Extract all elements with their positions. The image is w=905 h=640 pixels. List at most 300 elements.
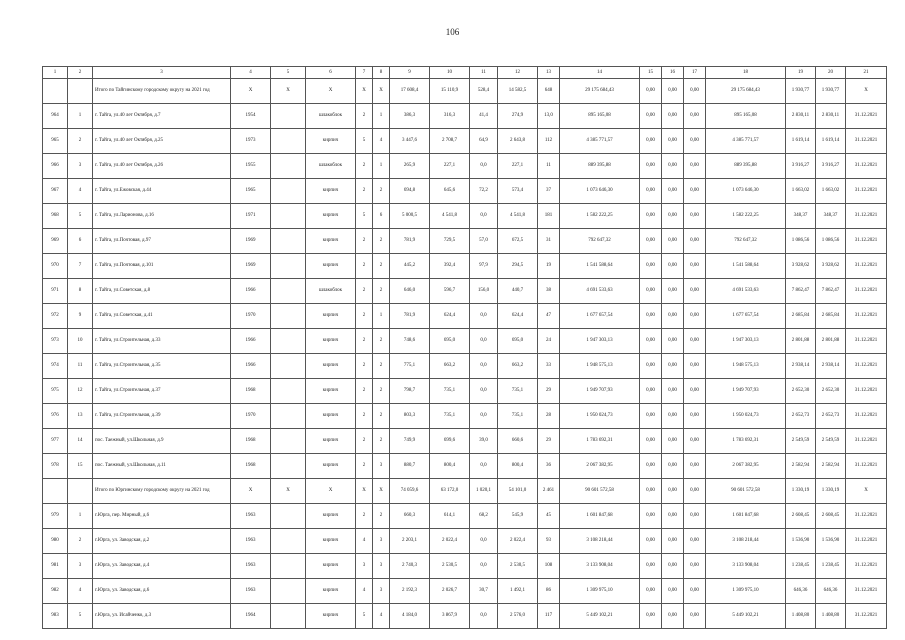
address-cell: г. Тайга, ул.Ларионова, д.16 xyxy=(93,204,231,229)
table-row xyxy=(43,429,887,454)
table-cell: 348,37 xyxy=(786,204,816,229)
table-cell: 0,00 xyxy=(684,179,706,204)
table-row xyxy=(43,504,887,529)
table-cell: 2 685,84 xyxy=(816,304,846,329)
column-number-cell: 17 xyxy=(684,67,706,79)
address-cell: г. Тайга, ул.Советская, д.8 xyxy=(93,279,231,304)
table-cell: 0,0 xyxy=(470,379,498,404)
table-cell: 0,00 xyxy=(640,504,662,529)
table-cell: X xyxy=(271,79,306,104)
table-cell: 5 449 102,21 xyxy=(706,604,786,629)
table-row xyxy=(43,229,887,254)
table-cell: 4 xyxy=(356,579,373,604)
address-cell: Итого по Юргинскому городскому округу на 2021 год xyxy=(93,479,231,504)
table-cell: 979 xyxy=(43,504,68,529)
table-cell: 1 582 222,25 xyxy=(560,204,640,229)
table-cell: 11 xyxy=(68,354,93,379)
table-cell: 2 xyxy=(356,229,373,254)
table-cell: 227,1 xyxy=(430,154,470,179)
table-row xyxy=(43,104,887,129)
table-cell: 36 xyxy=(538,454,560,479)
table-cell: 13 xyxy=(68,404,93,429)
table-row xyxy=(43,454,887,479)
table-cell: 17 608,4 xyxy=(390,79,430,104)
table-cell: 972 xyxy=(43,304,68,329)
table-cell: 2 530,5 xyxy=(430,554,470,579)
table-cell: 967 xyxy=(43,179,68,204)
table-cell: 1 663,02 xyxy=(816,179,846,204)
table-cell: 0,00 xyxy=(684,329,706,354)
table-cell: 895 165,08 xyxy=(706,104,786,129)
table-cell: 1968 xyxy=(231,429,271,454)
table-cell: 981 xyxy=(43,554,68,579)
housing-register-table xyxy=(42,66,887,629)
table-cell: 0,00 xyxy=(684,204,706,229)
table-cell: 4 541,8 xyxy=(498,204,538,229)
table-cell: 0,0 xyxy=(470,604,498,629)
address-cell: г. Тайга, ул.40 лет Октября, д.26 xyxy=(93,154,231,179)
table-cell: 2 067 382,95 xyxy=(706,454,786,479)
table-cell: 2 022,4 xyxy=(498,529,538,554)
table-cell: 748,6 xyxy=(390,329,430,354)
table-cell: 0,0 xyxy=(470,329,498,354)
table-cell: X xyxy=(306,79,356,104)
table-cell: 14 xyxy=(68,429,93,454)
table-cell: 1965 xyxy=(231,179,271,204)
table-cell: 1 950 024,73 xyxy=(560,404,640,429)
table-cell xyxy=(271,154,306,179)
column-number-cell: 15 xyxy=(640,67,662,79)
table-cell: 749,9 xyxy=(390,429,430,454)
table-cell: 0,00 xyxy=(684,254,706,279)
table-cell: 1 601 847,68 xyxy=(560,504,640,529)
table-cell: 31.12.2021 xyxy=(846,454,887,479)
table-cell: X xyxy=(373,479,390,504)
table-cell: 2 xyxy=(373,504,390,529)
table-cell: 2 xyxy=(356,504,373,529)
table-cell xyxy=(271,579,306,604)
table-cell: 663,2 xyxy=(430,354,470,379)
table-cell: 2 530,5 xyxy=(498,554,538,579)
column-number-cell: 11 xyxy=(470,67,498,79)
table-cell: 614,1 xyxy=(430,504,470,529)
table-cell: 648 xyxy=(538,79,560,104)
table-cell: 1971 xyxy=(231,204,271,229)
table-cell: 2 801,88 xyxy=(816,329,846,354)
table-cell: 1 582 222,25 xyxy=(706,204,786,229)
table-cell: 3 447,6 xyxy=(390,129,430,154)
table-cell xyxy=(271,354,306,379)
table-row xyxy=(43,529,887,554)
table-cell: 1964 xyxy=(231,604,271,629)
table-cell: 0,00 xyxy=(684,404,706,429)
table-cell: 1 541 588,64 xyxy=(560,254,640,279)
table-cell: 1973 xyxy=(231,129,271,154)
address-cell: г. Тайга, ул.Почтовая, д.101 xyxy=(93,254,231,279)
table-cell: 1 408,80 xyxy=(786,604,816,629)
address-cell: г. Тайга, ул.Строительная, д.33 xyxy=(93,329,231,354)
table-cell: 2 938,14 xyxy=(786,354,816,379)
table-cell: кирпич xyxy=(306,329,356,354)
table-cell: 694,8 xyxy=(390,179,430,204)
table-cell: 0,00 xyxy=(684,604,706,629)
table-cell: 2 xyxy=(356,279,373,304)
table-cell: 4 xyxy=(356,529,373,554)
table-cell: 0,00 xyxy=(640,554,662,579)
address-cell: г. Тайга, ул.Почтовая, д.97 xyxy=(93,229,231,254)
table-cell: 31.12.2021 xyxy=(846,529,887,554)
table-cell: 0,00 xyxy=(662,254,684,279)
table-cell xyxy=(68,79,93,104)
table-cell: 1 492,1 xyxy=(498,579,538,604)
table-cell: 64,9 xyxy=(470,129,498,154)
address-cell: пос. Таежный, ул.Школьная, д.11 xyxy=(93,454,231,479)
table-cell: 10 xyxy=(68,329,93,354)
table-cell: 1 309 975,10 xyxy=(560,579,640,604)
table-cell: шлакоблок xyxy=(306,104,356,129)
table-cell: 33 xyxy=(538,354,560,379)
table-cell: 781,9 xyxy=(390,304,430,329)
table-cell: 4 541,8 xyxy=(430,204,470,229)
table-cell: 74 059,6 xyxy=(390,479,430,504)
address-cell: г. Тайга, ул.Строительная, д.39 xyxy=(93,404,231,429)
table-cell: 1969 xyxy=(231,254,271,279)
address-cell: г.Юрга, ул. Заводская, д.2 xyxy=(93,529,231,554)
table-cell: 90 601 572,58 xyxy=(560,479,640,504)
table-cell: 156,0 xyxy=(470,279,498,304)
table-cell: 0,00 xyxy=(662,129,684,154)
table-cell: 1 xyxy=(68,504,93,529)
table-cell xyxy=(271,204,306,229)
table-cell: 5 xyxy=(68,204,93,229)
table-cell: 265,9 xyxy=(390,154,430,179)
table-cell: 0,0 xyxy=(470,454,498,479)
table-cell: 1 541 588,64 xyxy=(706,254,786,279)
table-cell: 4 xyxy=(68,579,93,604)
table-cell: кирпич xyxy=(306,504,356,529)
table-cell: 0,00 xyxy=(640,479,662,504)
table-cell: 4 xyxy=(373,129,390,154)
table-cell: кирпич xyxy=(306,454,356,479)
table-cell: кирпич xyxy=(306,179,356,204)
table-cell: 2 582,94 xyxy=(786,454,816,479)
table-cell: 735,1 xyxy=(430,404,470,429)
address-cell: г.Юрга, ул. Заводская, д.6 xyxy=(93,579,231,604)
table-cell: 977 xyxy=(43,429,68,454)
table-cell xyxy=(271,604,306,629)
address-cell: г. Тайга, ул.Строительная, д.37 xyxy=(93,379,231,404)
table-cell: 4 xyxy=(68,179,93,204)
column-number-cell: 6 xyxy=(306,67,356,79)
table-cell: 0,00 xyxy=(640,229,662,254)
table-cell: 1963 xyxy=(231,554,271,579)
table-cell: 12 xyxy=(68,379,93,404)
table-cell: 68,2 xyxy=(470,504,498,529)
table-cell: 1 677 657,54 xyxy=(560,304,640,329)
table-cell: 0,00 xyxy=(640,279,662,304)
column-number-cell: 21 xyxy=(846,67,887,79)
table-cell: 0,00 xyxy=(662,404,684,429)
table-cell: 0,00 xyxy=(662,204,684,229)
table-cell: 2 801,88 xyxy=(786,329,816,354)
table-cell: 0,00 xyxy=(662,454,684,479)
column-number-cell: 12 xyxy=(498,67,538,79)
table-cell: X xyxy=(271,479,306,504)
table-cell: X xyxy=(356,79,373,104)
table-cell: 3 xyxy=(373,529,390,554)
table-row xyxy=(43,279,887,304)
table-cell: 31.12.2021 xyxy=(846,354,887,379)
table-cell: 1 948 575,13 xyxy=(706,354,786,379)
table-cell: 2 xyxy=(68,129,93,154)
address-cell: г.Юрга, пер. Мирный, д.6 xyxy=(93,504,231,529)
table-cell: 15 110,9 xyxy=(430,79,470,104)
subtotal-row xyxy=(43,479,887,504)
table-cell: 0,00 xyxy=(640,254,662,279)
table-cell: 2 xyxy=(373,329,390,354)
table-cell: 13,0 xyxy=(538,104,560,129)
table-cell: 1963 xyxy=(231,504,271,529)
table-cell: 5 xyxy=(356,204,373,229)
table-cell: 97,9 xyxy=(470,254,498,279)
table-cell: 2 xyxy=(373,379,390,404)
table-cell xyxy=(271,529,306,554)
table-cell: 0,00 xyxy=(662,379,684,404)
table-cell: 2 643,8 xyxy=(498,129,538,154)
table-cell: 0,00 xyxy=(684,279,706,304)
table-cell: 2 830,11 xyxy=(816,104,846,129)
table-cell: 3 xyxy=(356,554,373,579)
table-cell: 2 xyxy=(373,254,390,279)
table-cell: 0,00 xyxy=(640,354,662,379)
table-cell: 976 xyxy=(43,404,68,429)
table-cell: 54 101,0 xyxy=(498,479,538,504)
table-cell: 624,4 xyxy=(498,304,538,329)
table-cell: 0,0 xyxy=(470,404,498,429)
table-cell xyxy=(271,429,306,454)
table-cell: 973 xyxy=(43,329,68,354)
table-cell xyxy=(271,329,306,354)
table-cell: X xyxy=(231,479,271,504)
table-cell: 15 xyxy=(68,454,93,479)
table-cell: 0,00 xyxy=(684,304,706,329)
table-cell: 0,00 xyxy=(662,579,684,604)
table-cell: 1 950 024,73 xyxy=(706,404,786,429)
table-cell: 31.12.2021 xyxy=(846,254,887,279)
table-cell: 5 xyxy=(356,604,373,629)
table-cell: 0,00 xyxy=(662,604,684,629)
column-number-cell: 16 xyxy=(662,67,684,79)
table-cell: 0,00 xyxy=(684,429,706,454)
table-cell: 0,00 xyxy=(640,329,662,354)
table-cell: 2 xyxy=(373,429,390,454)
table-cell: 1 619,14 xyxy=(816,129,846,154)
table-cell: 3 xyxy=(373,454,390,479)
table-cell: 0,00 xyxy=(640,404,662,429)
table-cell: 735,1 xyxy=(498,379,538,404)
table-cell: 3 xyxy=(373,579,390,604)
table-cell: 4 xyxy=(373,604,390,629)
table-cell: шлакоблок xyxy=(306,279,356,304)
table-cell: 1 238,45 xyxy=(786,554,816,579)
table-cell: 0,00 xyxy=(684,229,706,254)
table-row xyxy=(43,579,887,604)
subtotal-row xyxy=(43,79,887,104)
table-cell: 1 677 657,54 xyxy=(706,304,786,329)
table-cell: 0,00 xyxy=(684,79,706,104)
table-cell: 982 xyxy=(43,579,68,604)
column-number-cell: 13 xyxy=(538,67,560,79)
table-cell: 3 xyxy=(373,554,390,579)
table-cell: 392,4 xyxy=(430,254,470,279)
table-cell: 0,00 xyxy=(662,329,684,354)
table-row xyxy=(43,404,887,429)
table-cell: 1970 xyxy=(231,304,271,329)
table-cell: 2 067 382,95 xyxy=(560,454,640,479)
table-cell: 2 xyxy=(356,329,373,354)
table-cell: 1 536,90 xyxy=(786,529,816,554)
table-cell: 0,00 xyxy=(640,379,662,404)
table-cell: 2 xyxy=(356,454,373,479)
table-cell: кирпич xyxy=(306,354,356,379)
table-cell: 1 601 847,68 xyxy=(706,504,786,529)
table-cell: 699,6 xyxy=(430,429,470,454)
table-cell: кирпич xyxy=(306,579,356,604)
table-cell: 1 086,56 xyxy=(786,229,816,254)
table-row xyxy=(43,604,887,629)
table-cell: 0,00 xyxy=(662,79,684,104)
table-cell: 0,00 xyxy=(662,179,684,204)
table-cell: 30,7 xyxy=(470,579,498,604)
table-cell: 729,5 xyxy=(430,229,470,254)
table-cell: 31.12.2021 xyxy=(846,504,887,529)
table-cell: 28 xyxy=(538,404,560,429)
table-row xyxy=(43,354,887,379)
table-cell: 645,6 xyxy=(430,179,470,204)
table-cell: X xyxy=(373,79,390,104)
table-cell: 0,00 xyxy=(684,129,706,154)
table-cell: 31.12.2021 xyxy=(846,154,887,179)
address-cell: г. Тайга, ул.Строительная, д.35 xyxy=(93,354,231,379)
table-cell: X xyxy=(306,479,356,504)
table-cell: 1966 xyxy=(231,329,271,354)
table-cell: 5 xyxy=(68,604,93,629)
table-cell: 1 073 646,30 xyxy=(706,179,786,204)
table-cell: 660,3 xyxy=(390,504,430,529)
table-cell: 29 xyxy=(538,429,560,454)
table-cell: 2 xyxy=(373,404,390,429)
column-number-cell: 18 xyxy=(706,67,786,79)
address-cell: г.Юрга, ул. Исайченко, д.3 xyxy=(93,604,231,629)
table-cell: 0,00 xyxy=(640,179,662,204)
table-cell: кирпич xyxy=(306,379,356,404)
table-cell: 41,4 xyxy=(470,104,498,129)
table-cell: 983 xyxy=(43,604,68,629)
table-cell: 0,00 xyxy=(684,479,706,504)
table-row xyxy=(43,554,887,579)
table-cell: 0,00 xyxy=(662,279,684,304)
table-cell: 3 xyxy=(68,554,93,579)
table-cell: 971 xyxy=(43,279,68,304)
table-cell: 0,00 xyxy=(640,104,662,129)
table-cell: 965 xyxy=(43,129,68,154)
table-cell: 8 xyxy=(68,279,93,304)
table-cell: 1 949 707,93 xyxy=(560,379,640,404)
table-cell: 31.12.2021 xyxy=(846,279,887,304)
column-number-cell: 20 xyxy=(816,67,846,79)
table-cell: 3 916,27 xyxy=(786,154,816,179)
table-cell: 31.12.2021 xyxy=(846,129,887,154)
column-number-cell: 7 xyxy=(356,67,373,79)
table-cell: 0,0 xyxy=(470,554,498,579)
table-cell: 2 192,3 xyxy=(390,579,430,604)
table-cell: 1969 xyxy=(231,229,271,254)
table-cell: 0,00 xyxy=(684,379,706,404)
column-number-cell: 3 xyxy=(93,67,231,79)
table-cell: 117 xyxy=(538,604,560,629)
table-cell: кирпич xyxy=(306,129,356,154)
table-cell: 38 xyxy=(538,279,560,304)
table-cell: 3 108 218,44 xyxy=(560,529,640,554)
table-cell: кирпич xyxy=(306,304,356,329)
table-cell: 1 947 303,13 xyxy=(706,329,786,354)
address-cell: г. Тайга, ул.40 лет Октября, д.25 xyxy=(93,129,231,154)
table-cell: 2 xyxy=(356,104,373,129)
table-cell: 2 576,0 xyxy=(498,604,538,629)
address-cell: г. Тайга, ул.Ежовская, д.44 xyxy=(93,179,231,204)
table-cell: 0,00 xyxy=(662,304,684,329)
table-cell xyxy=(271,554,306,579)
table-cell: 19 xyxy=(538,254,560,279)
table-cell: 0,00 xyxy=(684,154,706,179)
table-cell: 2 022,4 xyxy=(430,529,470,554)
table-cell: 1 330,19 xyxy=(816,479,846,504)
table-cell: 1 xyxy=(68,104,93,129)
table-cell: 0,00 xyxy=(640,204,662,229)
table-cell: 45 xyxy=(538,504,560,529)
address-cell: г. Тайга, ул.Советская, д.41 xyxy=(93,304,231,329)
table-cell xyxy=(271,104,306,129)
table-cell: 1954 xyxy=(231,104,271,129)
table-cell: 970 xyxy=(43,254,68,279)
table-cell: 1 783 692,31 xyxy=(560,429,640,454)
table-cell: 0,00 xyxy=(640,79,662,104)
table-cell xyxy=(271,129,306,154)
table-cell: 800,4 xyxy=(430,454,470,479)
table-cell: 781,9 xyxy=(390,229,430,254)
table-cell: 1966 xyxy=(231,354,271,379)
table-cell: 646,36 xyxy=(816,579,846,604)
table-cell: 0,00 xyxy=(684,554,706,579)
table-cell: 5 000,5 xyxy=(390,204,430,229)
table-cell: 2 xyxy=(356,254,373,279)
table-cell: 2 740,3 xyxy=(390,554,430,579)
table-cell: 0,0 xyxy=(470,354,498,379)
table-cell: 2 xyxy=(373,279,390,304)
table-cell: 1963 xyxy=(231,579,271,604)
table-cell: 2 938,14 xyxy=(816,354,846,379)
table-cell: 1 947 303,13 xyxy=(560,329,640,354)
table-cell xyxy=(43,79,68,104)
table-cell: 964 xyxy=(43,104,68,129)
table-cell: 0,00 xyxy=(662,504,684,529)
table-cell: 9 xyxy=(68,304,93,329)
table-cell: 14 582,5 xyxy=(498,79,538,104)
table-cell: 0,00 xyxy=(662,429,684,454)
table-cell: 3 867,9 xyxy=(430,604,470,629)
table-cell: кирпич xyxy=(306,229,356,254)
table-cell: 792 647,32 xyxy=(560,229,640,254)
